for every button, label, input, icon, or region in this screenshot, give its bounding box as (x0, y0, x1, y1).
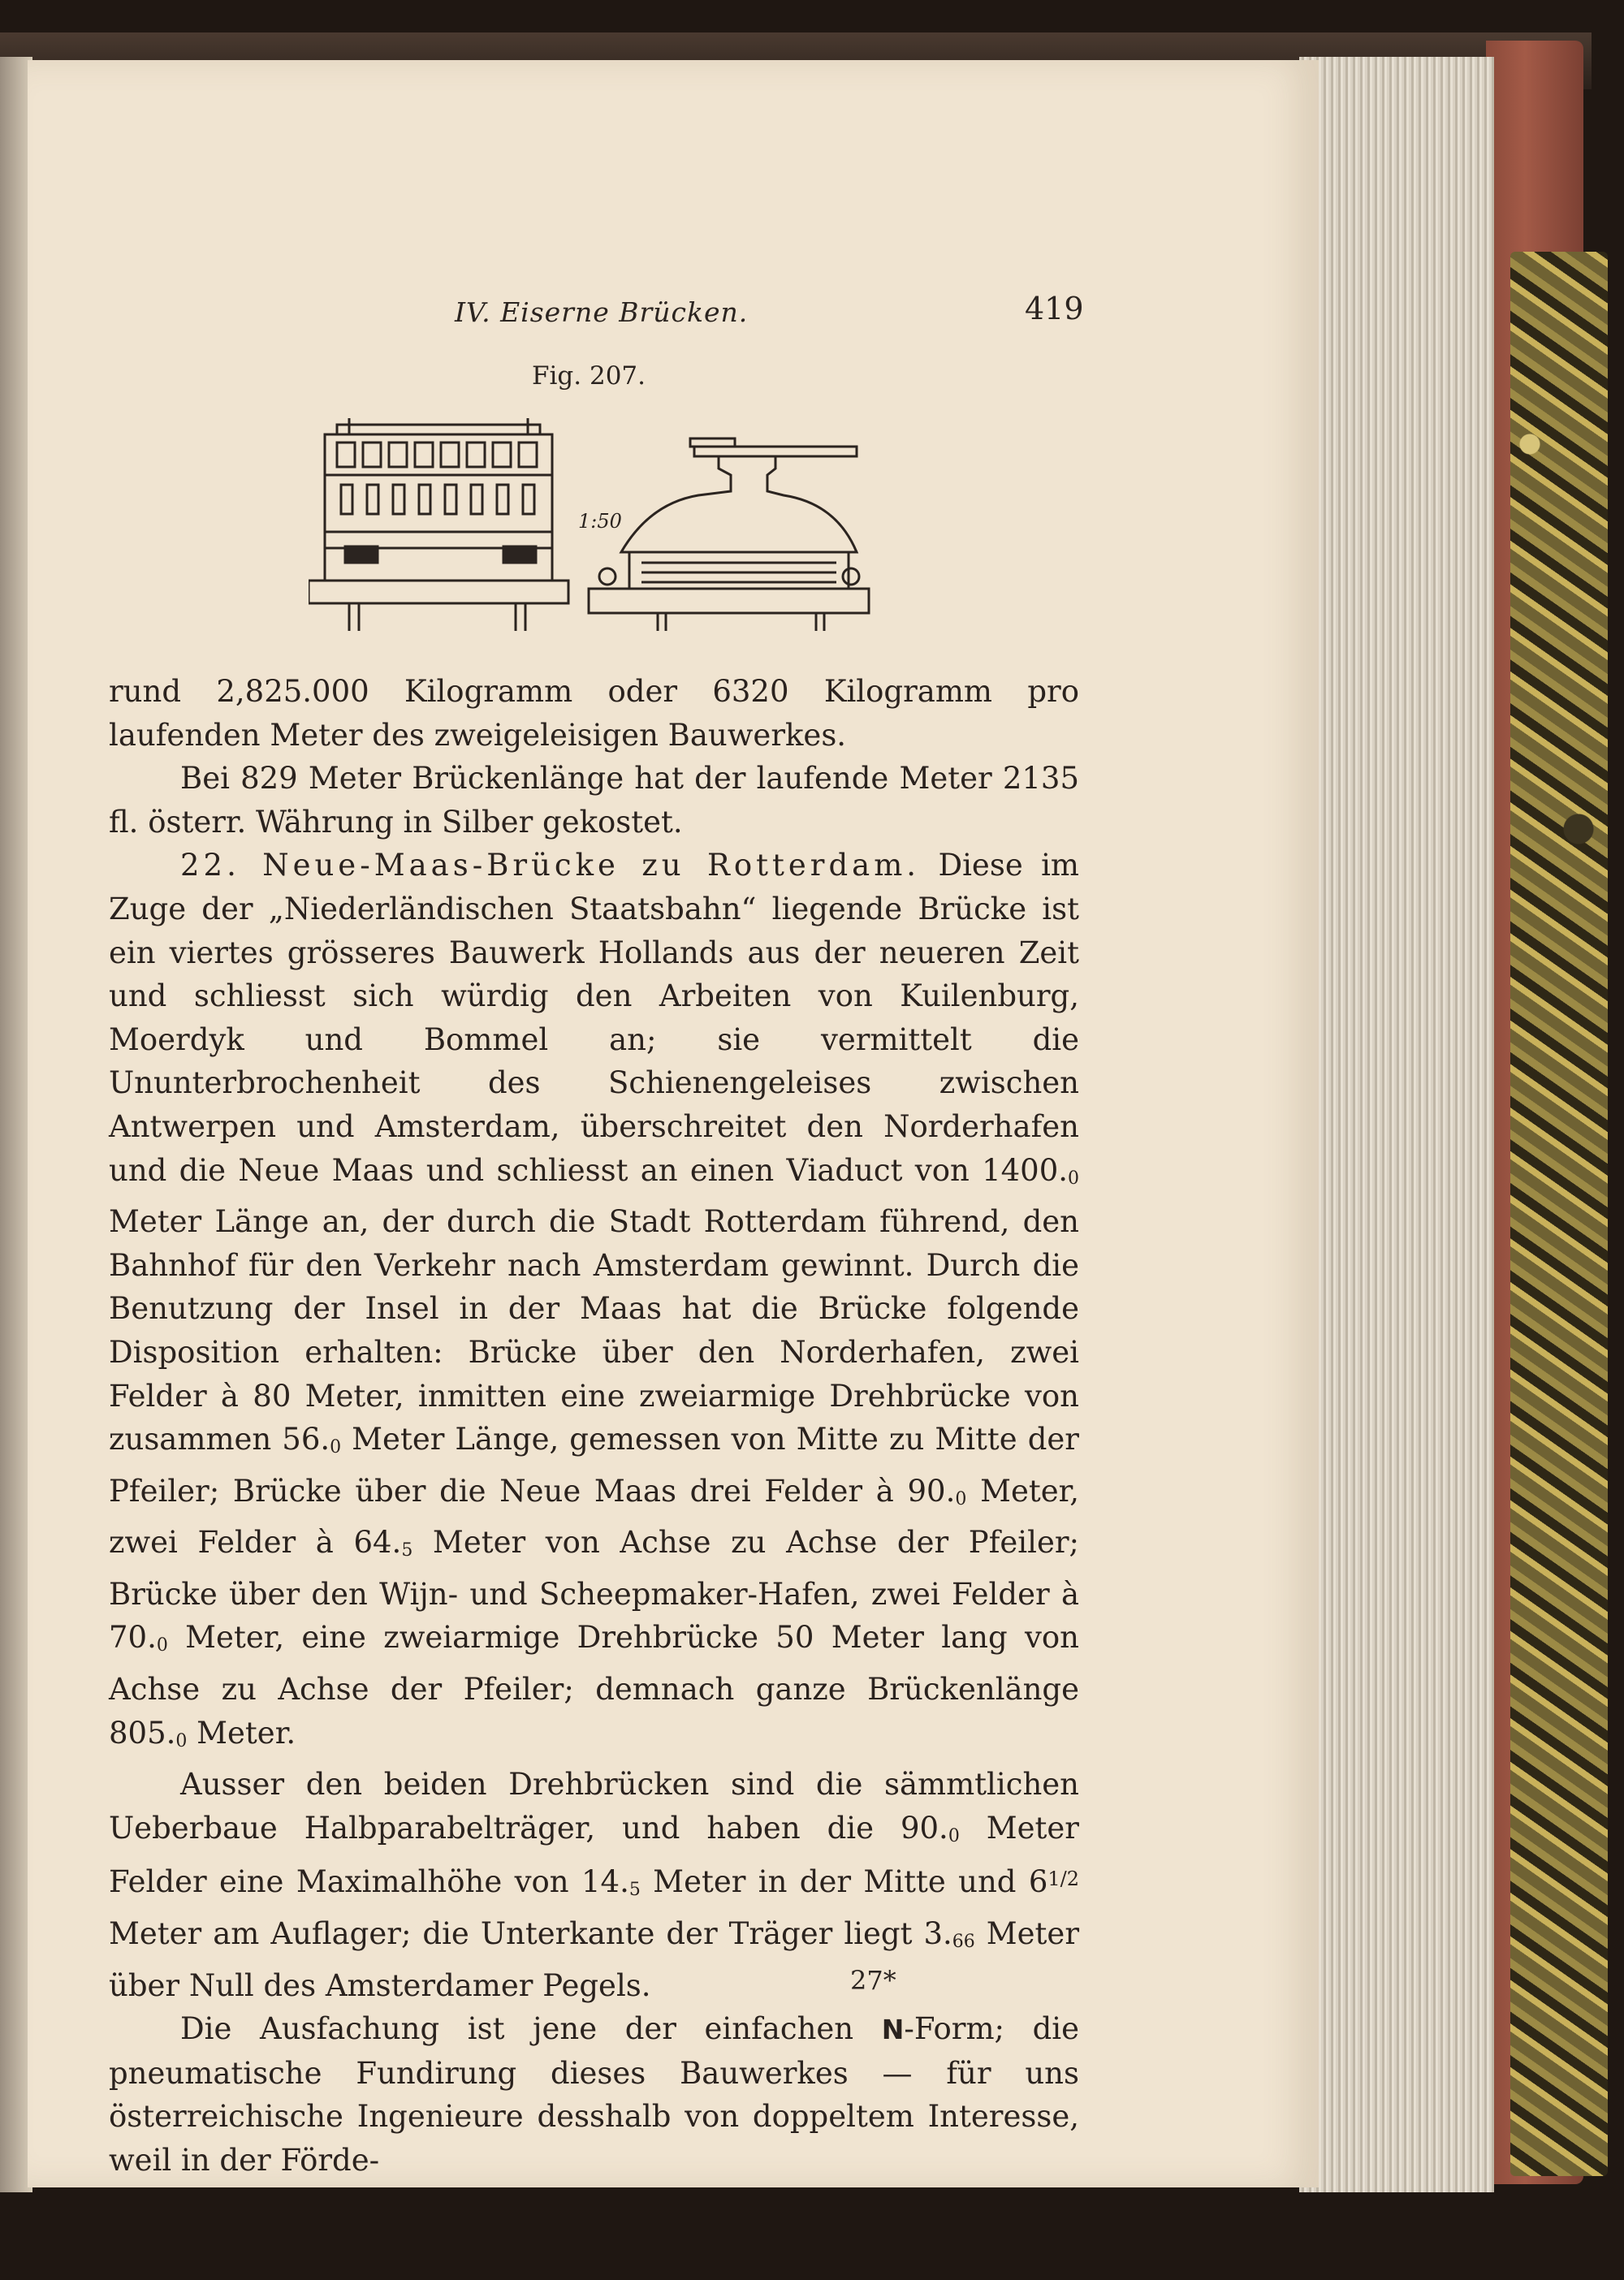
paragraph-3: 22. Neue-Maas-Brücke zu Rotterdam. Diese im Zuge der „Niederländischen Staatsbahn“ liegende Brücke ist ein viertes grösseres Bauwerk Hollands aus der neueren Zeit und schliesst sich würdig den Arbeiten von Kuilenburg, Moerdyk und Bommel an; sie vermittelt die Ununterbrochenheit des Schienengeleises zwischen Antwerpen und Amsterdam, überschreitet den Norderhafen und die Neue Maas und schliesst an einen Viaduct von 1400.0 Meter Länge an, der durch die Stadt Rotterdam führend, den Bahnhof für den Verkehr nach Amsterdam gewinnt. Durch die Benutzung der Insel in der Maas hat die Brücke folgende Disposition erhalten: Brücke über den Norderhafen, zwei Felder à 80 Meter, inmitten eine zweiarmige Drehbrücke von zusammen 56.0 Meter Länge, gemessen von Mitte zu Mitte der Pfeiler; Brücke über die Neue Maas drei Felder à 90.0 Meter, zwei Felder à 64.5 Meter von Achse zu Achse der Pfeiler; Brücke über den Wijn- und Scheepmaker-Hafen, zwei Felder à 70.0 Meter, eine zweiarmige Drehbrücke 50 Meter lang von Achse zu Achse der Pfeiler; demnach ganze Brückenlänge 805.0 Meter. (109, 848, 1080, 1751)
running-head: IV. Eiserne Brücken. (455, 296, 749, 328)
figure-scale-label: 1:50 (578, 510, 622, 533)
paragraph-1: rund 2,825.000 Kilogramm oder 6320 Kilogramm pro laufenden Meter des zweigeleisigen Bauwerkes. (109, 674, 1079, 753)
signature-mark: 27* (850, 1965, 896, 1996)
paragraph-5: Die Ausfachung ist jene der einfachen N-Form; die pneumatische Fundirung dieses Bauwerkes — für uns österreichische Ingenieure desshalb von doppeltem Interesse, weil in der Förde- (109, 2011, 1080, 2178)
paragraph-2: Bei 829 Meter Brückenlänge hat der laufende Meter 2135 fl. österr. Währung in Silber gekostet. (109, 761, 1079, 840)
bridge-bearing-figure (309, 410, 877, 670)
marbled-edge (1510, 252, 1608, 2176)
figure-caption: Fig. 207. (532, 361, 646, 391)
section-heading: 22. Neue-Maas-Brücke zu Rotterdam. (180, 848, 921, 883)
paragraph-4: Ausser den beiden Drehbrücken sind die sämmtlichen Ueberbaue Halbparabelträger, und haben die 90.0 Meter Felder eine Maximalhöhe von 14.5 Meter in der Mitte und $6^{1/2}$ Meter am Auflager; die Unterkante der Träger liegt 3.66 Meter über Null des Amsterdamer Pegels. (109, 1767, 1080, 2003)
page-edges (1299, 57, 1494, 2192)
page-number: 419 (1025, 291, 1084, 326)
body-text (109, 670, 1079, 2183)
figure-right-section (589, 438, 869, 631)
figure-left-elevation (309, 418, 568, 631)
